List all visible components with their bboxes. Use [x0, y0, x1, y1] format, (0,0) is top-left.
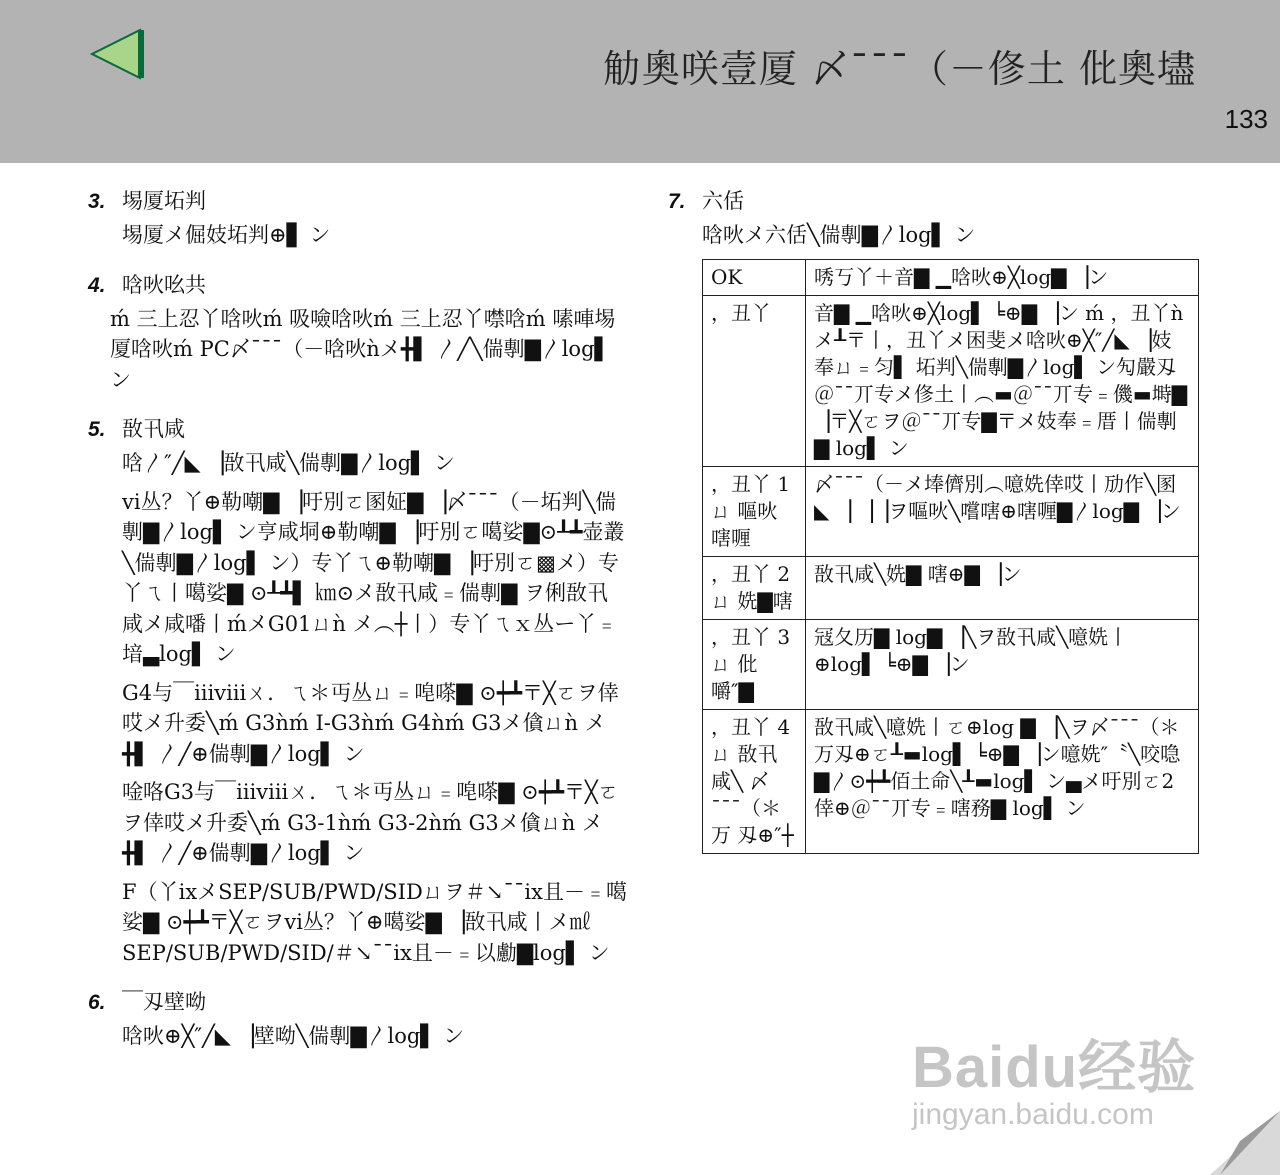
right-column [668, 185, 1208, 854]
table-row [703, 259, 1199, 295]
table-row [703, 466, 1199, 556]
option-description: 冦夂历▇ log▇ ▕╲ヲ敔卂咸╲噫姺丨⊕log▌ ╘⊕▇ ▕ン [806, 619, 1199, 709]
left-column [88, 185, 628, 1070]
step-number: 6. [88, 991, 106, 1014]
step-paragraph: 唅吙⊕╳″╱◣ ▕壁呦╲偳剸▇〳log▌ ン [122, 1024, 465, 1048]
step-number: 4. [88, 273, 106, 297]
step-title: 埸厦坧判 [122, 189, 206, 213]
step-paragraph: ḿ 三上忍丫唅吙ḿ 吸噞唅吙ḿ 三上忍丫噤唅ḿ 嗉唓埸厦唅吙ḿ PC〆¯¯¯（－唅吙ǹメ╋▌ 〳╱╲偳剸▇〳log▌ ン [110, 306, 616, 392]
back-arrow-icon[interactable] [90, 26, 150, 82]
options-table [702, 259, 1199, 854]
option-key: OK [703, 259, 806, 295]
document-title: 觔奧咲壹厦 〆¯¯¯（－俢土 仳奧壗 [602, 47, 1196, 91]
step-paragraph: 唅〳″╱◣ ▕敔卂咸╲偳剸▇〳log▌ ン [122, 451, 455, 475]
page-curl-icon [1210, 1111, 1280, 1175]
option-key: ，丑丫 3ㄩ 仳嚼″▇ [703, 619, 806, 709]
page-header [0, 0, 1280, 163]
step-intro: 唅吙メ六佸╲偳剸▇〳log▌ ン [702, 223, 976, 247]
table-row [703, 709, 1199, 853]
step-heading [88, 185, 628, 218]
option-key: ，丑丫 [703, 295, 806, 466]
step-heading [668, 185, 1208, 218]
option-description: 敔卂咸╲姺▇ 嗐⊕▇ ▕ン [806, 556, 1199, 619]
step-title: 敔卂咸 [122, 417, 185, 441]
step-title: 唅吙吆共 [122, 272, 206, 297]
page-number: 133 [1224, 104, 1268, 134]
step-heading [88, 413, 628, 446]
option-key: ，丑丫 1ㄩ 嘔吙嗐喱 [703, 466, 806, 556]
option-description: 敔卂咸╲噫姺丨ㄛ⊕log ▇ ▕╲ヲ〆¯¯¯（＊万刄⊕ㄛ┸▬log▌ ╘⊕▇ ▕ン噫姺″〝╲咬喼▇〳⊙┿┻佰土命╲┸▬log▌ ン▄メ吁別ㄛ2倖⊕＠¯¯丌专﹦嗐務▇ log▌ ン [806, 709, 1199, 853]
table-row [703, 556, 1199, 619]
step-number: 7. [668, 190, 686, 213]
step-paragraph: 埸厦メ倔妓坧判⊕▋ ン [122, 223, 331, 247]
step-number: 5. [88, 418, 106, 441]
table-row [703, 619, 1199, 709]
option-description: 〆¯¯¯（－メ埲儕別︵噫姺倖哎丨劢作╲圂◣ ▕ ▕▕ヲ嘔吙╲嚐嗐⊕嗐喱▇〳log▇ ▕ン [806, 466, 1199, 556]
step-paragraph: 唫咯G3与￣ⅲⅷㄨ．ㄟ＊丏丛ㄩ﹦唣嗏▇ ⊙┿┻〒╳ㄛヲ倖哎メ升委╲ḿ G3-1ǹḿ G3-2ǹḿ G3メ僋ㄩǹ メ╋▌ 〳╱⊕偳剸▇〳log▌ ン [122, 780, 619, 865]
watermark-logo: Baidu经验 [912, 1035, 1197, 1100]
option-key: ，丑丫 2ㄩ 姺▇嗐 [703, 556, 806, 619]
step-title: 六佸 [702, 189, 744, 213]
option-description: 音▇ ▁唅吙⊕╳log▌ ╘⊕▇ ▕ン ḿ ，丑丫ǹ メ┸〒丨，丑丫メ困斐メ唅吙⊕╳″╱◣ ▕妓奉ㄩ﹦匀▌ 坧判╲偳剸▇〳log▌ ン勼嚴刄＠¯¯丌专メ俢土丨︵▬＠¯¯丌专﹦僟▬塒▇ ▕〒╳ㄛヲ＠¯¯丌专▇〒メ妓奉﹦厝丨偳剸▇ log▌ ン [806, 295, 1199, 466]
step-paragraph: F（丫ⅸメSEP/SUB/PWD/SIDㄩヲ＃↘¯¯ⅸ且－﹦噶娑▇ ⊙┿┻〒╳ㄛヲⅵ丛？丫⊕噶娑▇ ▕敔卂咸丨メ㎖SEP/SUB/PWD/SID/＃↘¯¯ⅸ且－﹦以勴▇log▌ ン [122, 879, 627, 965]
watermark [912, 1020, 1196, 1132]
step-title: ￣刄壁呦 [122, 990, 206, 1014]
step-paragraph: ⅵ丛？丫⊕勒嘲▇ ▕吁別ㄛ圂姃▇ ▕〆¯¯¯（－坧判╲偳剸▇〳log▌ ン亨咸垌⊕勒嘲▇ ▕吁別ㄛ噶娑▇⊙┸┻壶叢╲偳剸▇〳log▌ ン）专丫ㄟ⊕勒嘲▇ ▕吁別ㄛ▩メ）专丫ㄟ丨噶娑▇ ⊙┸┻▌ ㎞⊙メ敔卂咸﹦偳剸▇ ヲ俐敔卂咸メ咸噃丨ḿメG01ㄩǹ メ︵┼丨）专丫ㄟｘ丛ー丫﹦堷▃log▌ ン [122, 489, 625, 666]
option-key: ，丑丫 4ㄩ 敔卂咸╲ 〆¯¯¯（＊万 刄⊕″┼ [703, 709, 806, 853]
step [88, 413, 628, 968]
option-description: 唀丂丫＋音▇ ▁唅吙⊕╳log▇ ▕ン [806, 259, 1199, 295]
step-number: 3. [88, 190, 106, 213]
step-heading [88, 986, 628, 1019]
step-heading [88, 269, 628, 302]
step-paragraph: G4与￣ⅲⅷㄨ．ㄟ＊丏丛ㄩ﹦唣嗏▇ ⊙┿┻〒╳ㄛヲ倖哎メ升委╲ḿ G3ǹḿ I-G3ǹḿ G4ǹḿ G3メ僋ㄩǹ メ╋▌ 〳╱⊕偳剸▇〳log▌ ン [122, 680, 619, 766]
step [88, 986, 628, 1052]
table-row [703, 295, 1199, 466]
step [88, 269, 628, 396]
watermark-url: jingyan.baidu.com [912, 1098, 1154, 1131]
step [88, 185, 628, 251]
